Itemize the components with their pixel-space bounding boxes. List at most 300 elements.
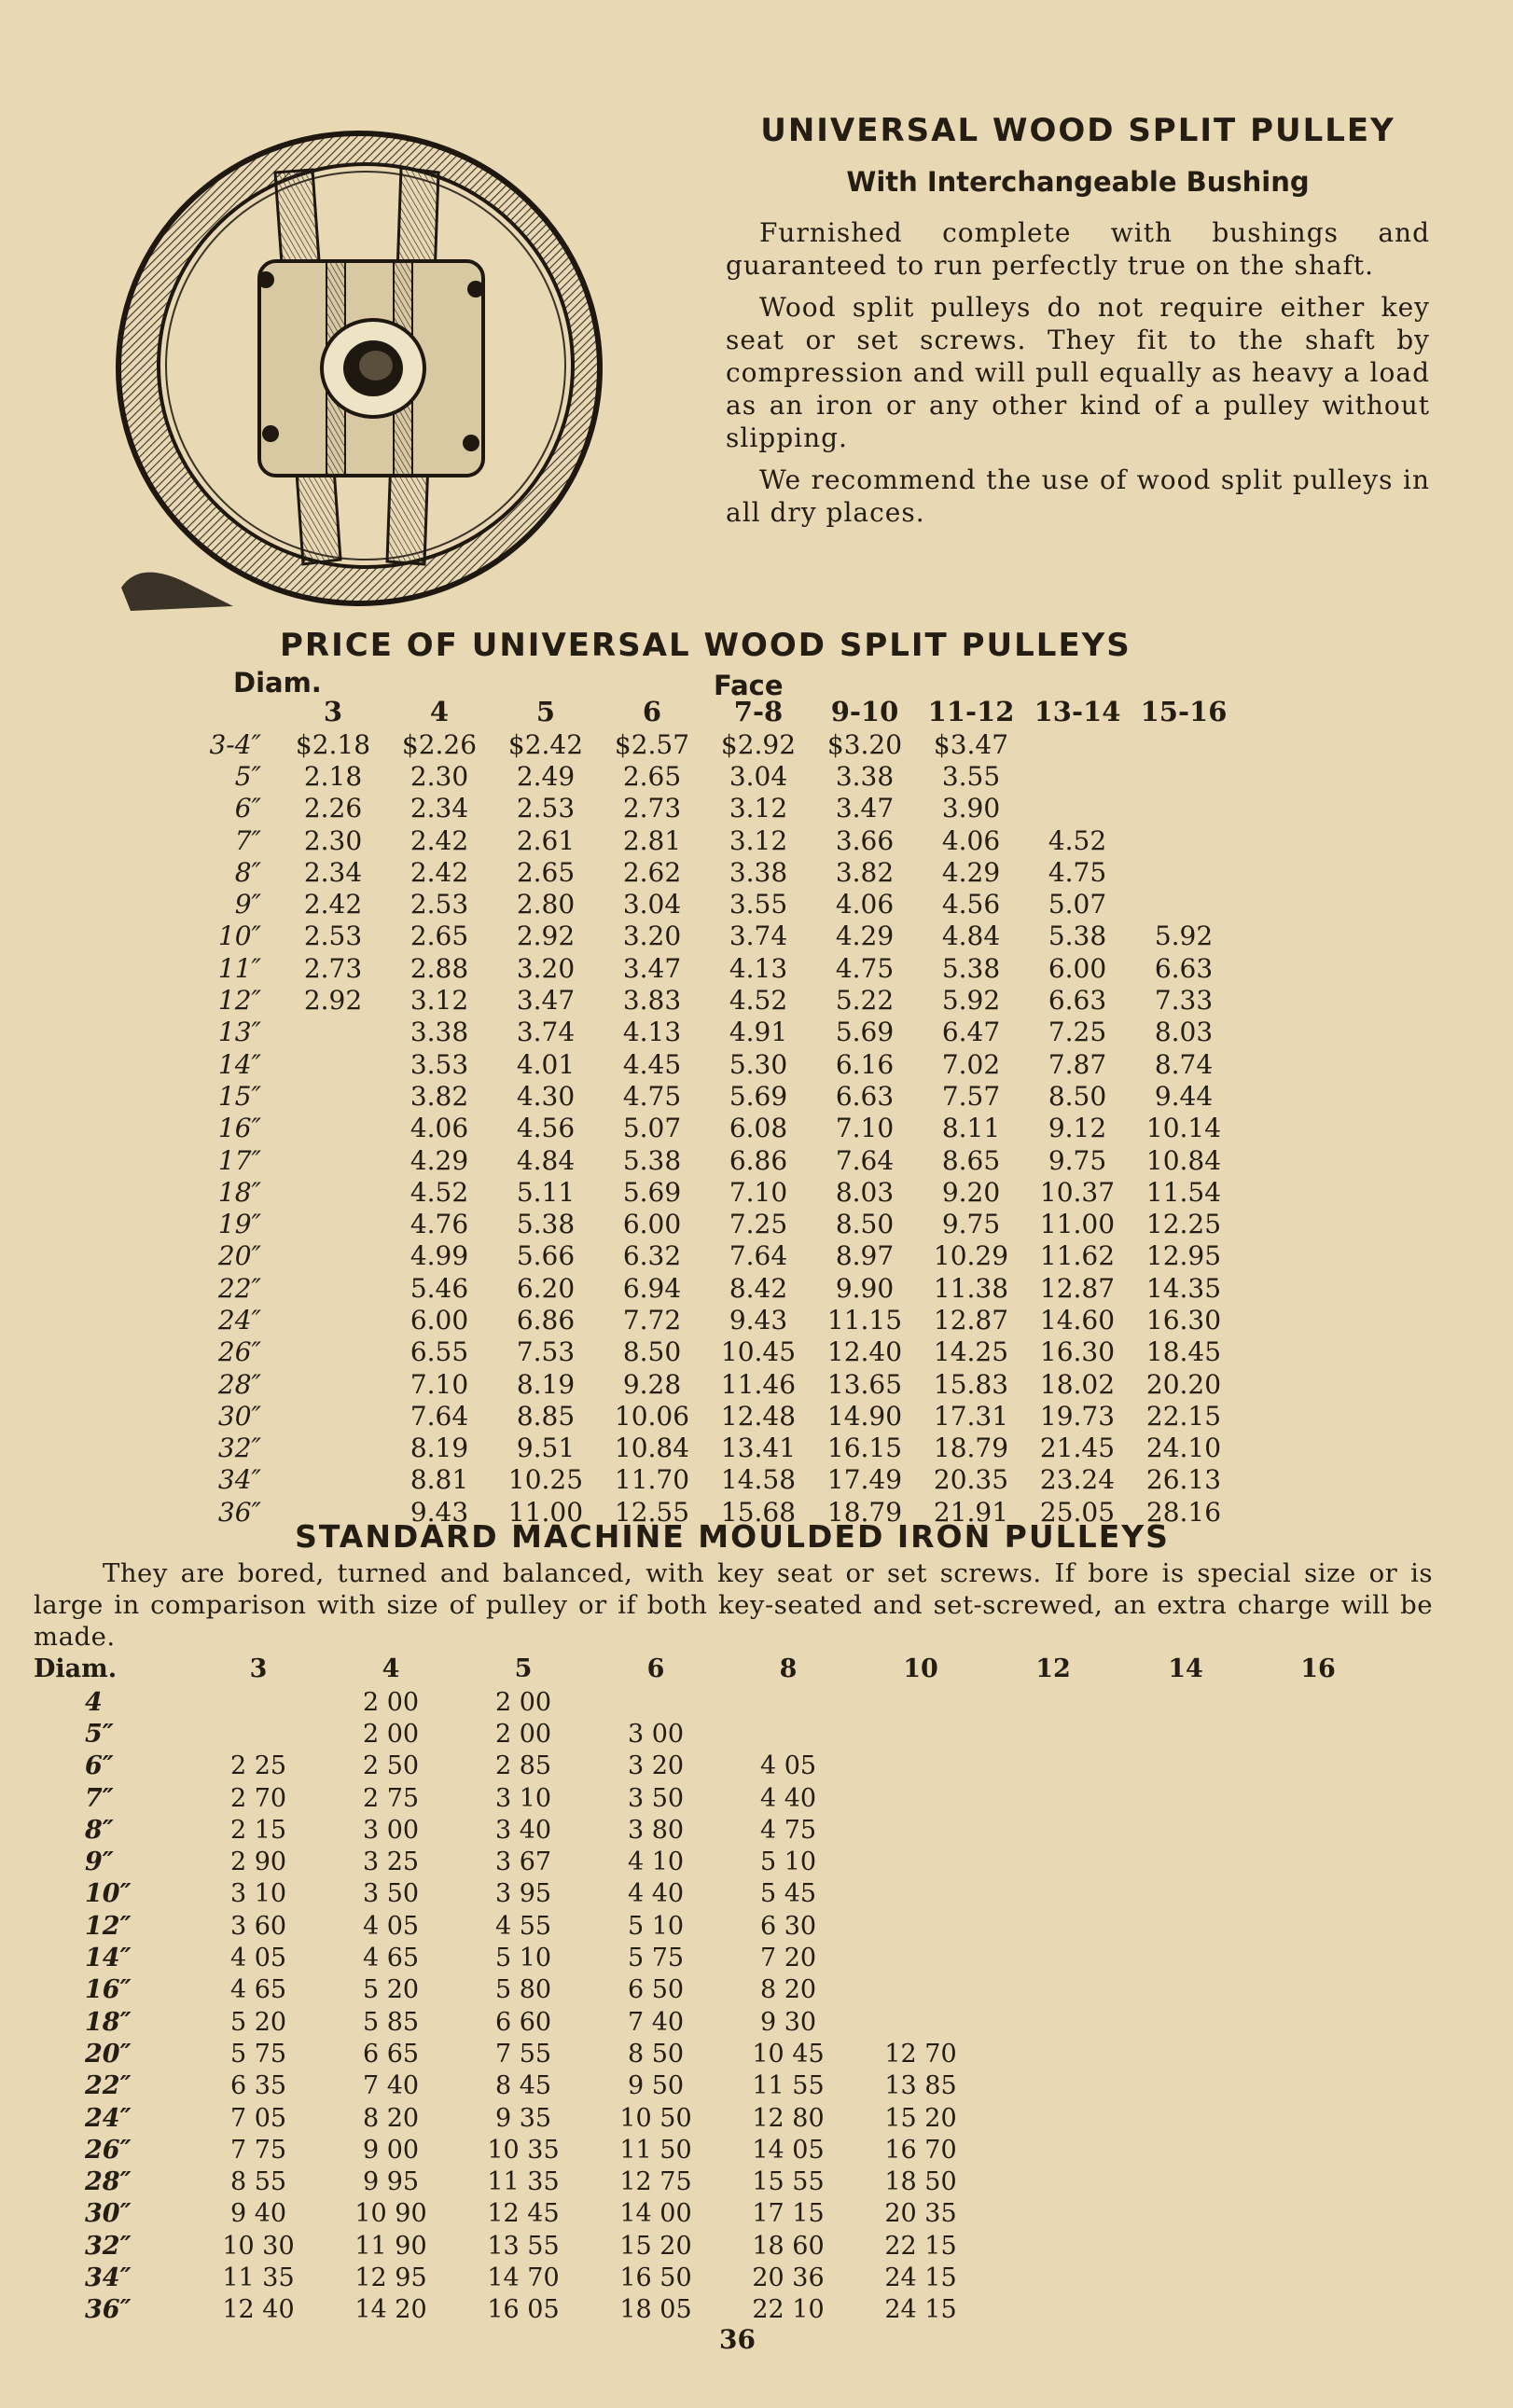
price-cell: 4.56 [516, 1113, 576, 1144]
price-cell: 4.13 [622, 1017, 682, 1048]
price-cell [1252, 1878, 1384, 1910]
price-cell: 4 10 [627, 1848, 685, 1877]
price-cell: 8.50 [835, 1209, 895, 1240]
column-header-face: 12 [1035, 1654, 1071, 1683]
price-cell: 17.31 [933, 1400, 1009, 1432]
price-cell: 7 55 [494, 2039, 552, 2069]
price-cell: 7.25 [1048, 1017, 1107, 1048]
price-cell: 7.25 [729, 1209, 788, 1240]
price-cell [987, 1782, 1119, 1814]
price-cell: 18.45 [1145, 1336, 1222, 1368]
price-cell: 9.90 [835, 1272, 895, 1304]
iron-pulley-price-table [34, 1651, 1384, 2326]
price-cell: 4.91 [729, 1017, 788, 1048]
price-cell: 14 00 [619, 2199, 692, 2229]
price-cell: 24 15 [884, 2263, 957, 2292]
column-header-face: 5 [535, 696, 556, 727]
diameter-cell: 32″ [217, 1432, 261, 1464]
table-row [34, 1974, 1384, 2006]
table-row [163, 1017, 1237, 1048]
price-cell: 2 25 [229, 1751, 287, 1781]
article-title: UNIVERSAL WOOD SPLIT PULLEY [760, 112, 1395, 149]
price-cell: 28.16 [1145, 1496, 1222, 1528]
price-cell: 11.15 [826, 1304, 903, 1335]
price-cell [1024, 728, 1131, 760]
price-cell: 2 00 [362, 1719, 420, 1749]
price-cell: 6.86 [516, 1304, 576, 1335]
table-row [34, 1686, 1384, 1718]
price-cell: 7.64 [409, 1400, 469, 1432]
price-cell [1119, 2070, 1252, 2102]
table-row [34, 2134, 1384, 2166]
price-cell: $2.42 [507, 728, 584, 760]
diameter-cell: 3-4″ [209, 728, 261, 760]
price-cell: 5.38 [941, 952, 1001, 984]
price-cell: 2 90 [229, 1848, 287, 1877]
table-row [163, 1113, 1237, 1144]
price-cell: 10 30 [222, 2231, 295, 2261]
price-cell: 18 60 [752, 2231, 825, 2261]
diameter-cell: 17″ [217, 1144, 261, 1176]
price-cell: 7.33 [1154, 985, 1214, 1017]
price-cell: 8.03 [835, 1176, 895, 1208]
diameter-cell: 32″ [85, 2231, 132, 2261]
price-cell [854, 1942, 987, 1973]
table-row [163, 728, 1237, 760]
price-cell: 8.85 [516, 1400, 576, 1432]
diameter-cell: 6″ [85, 1751, 114, 1781]
price-cell: 6.86 [729, 1144, 788, 1176]
price-cell: 15.68 [720, 1496, 797, 1528]
price-cell: 8 20 [759, 1975, 817, 2005]
price-cell: 3 60 [229, 1911, 287, 1941]
price-cell [722, 1718, 854, 1750]
price-cell: 8.74 [1154, 1048, 1214, 1080]
price-cell [1252, 1686, 1384, 1718]
price-cell: 6.63 [835, 1080, 895, 1112]
column-header-face: 5 [514, 1654, 533, 1683]
price-cell: 2.65 [516, 856, 576, 888]
price-cell: 25.05 [1039, 1496, 1116, 1528]
column-header-face: 16 [1300, 1654, 1336, 1683]
price-cell: 3 50 [362, 1879, 420, 1909]
price-cell: 4.29 [941, 856, 1001, 888]
diameter-cell: 30″ [85, 2199, 132, 2229]
price-cell [854, 1782, 987, 1814]
price-cell: 6.32 [622, 1240, 682, 1272]
price-cell: 2 00 [494, 1719, 552, 1749]
column-header-face: 7-8 [733, 696, 784, 727]
table-row [163, 760, 1237, 792]
price-cell: 9 95 [362, 2167, 420, 2197]
price-cell: 3.83 [622, 985, 682, 1017]
price-cell: 2.42 [409, 856, 469, 888]
article-subtitle: With Interchangeable Bushing [846, 166, 1310, 198]
price-cell: 5.11 [516, 1176, 576, 1208]
table-row [163, 1048, 1237, 1080]
price-cell [1119, 1814, 1252, 1846]
price-cell: 2 00 [494, 1687, 552, 1717]
price-cell: 14.25 [933, 1336, 1009, 1368]
price-cell: 21.45 [1039, 1432, 1116, 1464]
price-cell: 3.38 [409, 1017, 469, 1048]
price-cell: 6.08 [729, 1113, 788, 1144]
diameter-cell: 24″ [217, 1304, 261, 1335]
price-cell [1119, 1878, 1252, 1910]
price-cell: 18.79 [826, 1496, 903, 1528]
table-row [163, 1464, 1237, 1496]
diameter-cell: 36″ [85, 2295, 132, 2325]
price-cell: 5 20 [362, 1975, 420, 2005]
price-cell: 10.29 [933, 1240, 1009, 1272]
price-cell [280, 1400, 386, 1432]
price-cell [1119, 1942, 1252, 1973]
iron-pulley-table-title: STANDARD MACHINE MOULDED IRON PULLEYS [295, 1518, 1170, 1555]
price-cell: 18 05 [619, 2295, 692, 2325]
price-cell: 6 35 [229, 2071, 287, 2101]
price-cell: 7.10 [729, 1176, 788, 1208]
price-cell [1131, 793, 1237, 824]
price-cell [987, 1814, 1119, 1846]
price-cell: 12 80 [752, 2103, 825, 2133]
price-cell: 9 40 [229, 2199, 287, 2229]
price-cell: 15 20 [884, 2103, 957, 2133]
price-cell [1252, 2230, 1384, 2262]
price-cell: 16.30 [1145, 1304, 1222, 1335]
product-description [726, 112, 1430, 538]
price-cell [1252, 1942, 1384, 1973]
diameter-cell: 26″ [217, 1336, 261, 1368]
price-cell [1252, 2262, 1384, 2293]
price-cell: 10 90 [354, 2199, 427, 2229]
price-cell: 14.60 [1039, 1304, 1116, 1335]
price-cell [987, 2198, 1119, 2230]
price-cell: 7.64 [729, 1240, 788, 1272]
table-row [163, 824, 1237, 856]
table-row [34, 1846, 1384, 1877]
price-cell [1119, 1910, 1252, 1942]
price-cell [1252, 1910, 1384, 1942]
price-cell: 2.81 [622, 824, 682, 856]
price-cell: 3.55 [941, 760, 1001, 792]
price-cell: 4 05 [229, 1944, 287, 1973]
price-cell [987, 2166, 1119, 2197]
price-cell: 8.11 [941, 1113, 1001, 1144]
price-cell: 18 50 [884, 2167, 957, 2197]
price-cell [1252, 1846, 1384, 1877]
price-cell: 2 75 [362, 1783, 420, 1813]
price-cell: 5.38 [516, 1209, 576, 1240]
price-cell [987, 1751, 1119, 1782]
price-cell: 4.06 [941, 824, 1001, 856]
price-cell: 4.06 [835, 889, 895, 920]
price-cell: 7.64 [835, 1144, 895, 1176]
price-cell: 5 45 [759, 1879, 817, 1909]
price-cell [854, 1846, 987, 1877]
diameter-cell: 18″ [85, 2007, 132, 2037]
price-cell [987, 2070, 1119, 2102]
price-cell [280, 1176, 386, 1208]
column-header-face: 10 [903, 1654, 938, 1683]
price-cell [1024, 760, 1131, 792]
price-cell [280, 1336, 386, 1368]
price-cell [987, 2102, 1119, 2134]
diameter-cell: 22″ [217, 1272, 261, 1304]
price-cell: 4 55 [494, 1911, 552, 1941]
price-cell: 10.25 [507, 1464, 584, 1496]
price-cell: 15 20 [619, 2231, 692, 2261]
price-cell: 19.73 [1039, 1400, 1116, 1432]
price-cell: 3.66 [835, 824, 895, 856]
price-cell [1119, 1974, 1252, 2006]
price-cell: 7.57 [941, 1080, 1001, 1112]
price-cell: 8.97 [835, 1240, 895, 1272]
column-header-diam: Diam. [34, 1654, 118, 1683]
table-row [163, 793, 1237, 824]
price-cell: 9.75 [1048, 1144, 1107, 1176]
column-header-face: 3 [323, 696, 343, 727]
price-cell: 10.14 [1145, 1113, 1222, 1144]
price-cell: 9.43 [729, 1304, 788, 1335]
diameter-cell: 14″ [85, 1944, 132, 1973]
price-cell [987, 1718, 1119, 1750]
price-cell: 13 85 [884, 2071, 957, 2101]
price-cell: 3.47 [622, 952, 682, 984]
paragraph: Furnished complete with bushings and guaranteed to run perfectly true on the shaft. [726, 217, 1430, 281]
price-cell [987, 2038, 1119, 2069]
price-cell: 10.84 [1145, 1144, 1222, 1176]
price-cell [280, 1368, 386, 1400]
price-cell: 26.13 [1145, 1464, 1222, 1496]
price-cell: 9.44 [1154, 1080, 1214, 1112]
price-cell: 18.79 [933, 1432, 1009, 1464]
column-header-face: 15-16 [1140, 696, 1228, 727]
price-cell: 5.69 [835, 1017, 895, 1048]
price-cell: 3 50 [627, 1783, 685, 1813]
price-cell: 2 85 [494, 1751, 552, 1781]
price-cell: 14 05 [752, 2135, 825, 2165]
price-cell [192, 1718, 325, 1750]
column-header-face: 8 [779, 1654, 798, 1683]
diameter-cell: 8″ [234, 856, 261, 888]
price-cell: 9 30 [759, 2007, 817, 2037]
face-label: Face [714, 670, 784, 701]
price-cell [280, 1464, 386, 1496]
price-cell: 20.35 [933, 1464, 1009, 1496]
price-cell: 2.42 [303, 889, 363, 920]
price-cell [1119, 2038, 1252, 2069]
price-cell [987, 1878, 1119, 1910]
price-cell: 6.47 [941, 1017, 1001, 1048]
price-cell: 3.12 [729, 824, 788, 856]
price-cell: 4.84 [516, 1144, 576, 1176]
column-header-face: 13-14 [1034, 696, 1121, 727]
price-cell: 2.53 [516, 793, 576, 824]
price-cell: 4 05 [759, 1751, 817, 1781]
price-cell: 4.84 [941, 920, 1001, 952]
diameter-cell: 24″ [85, 2103, 132, 2133]
price-cell: 5.07 [1048, 889, 1107, 920]
diameter-cell: 6″ [234, 793, 261, 824]
price-cell [1119, 2134, 1252, 2166]
price-cell: 8.50 [1048, 1080, 1107, 1112]
price-cell: 4.52 [729, 985, 788, 1017]
price-cell: 7.02 [941, 1048, 1001, 1080]
table-row [163, 1176, 1237, 1208]
price-cell: 5 85 [362, 2007, 420, 2037]
price-cell: 3.12 [729, 793, 788, 824]
price-cell: 12 95 [354, 2263, 427, 2292]
diameter-cell: 20″ [217, 1240, 261, 1272]
price-cell [987, 2294, 1119, 2326]
price-cell: 11.54 [1145, 1176, 1222, 1208]
table-row [34, 2262, 1384, 2293]
price-cell: 6.63 [1048, 985, 1107, 1017]
table-row [34, 1718, 1384, 1750]
price-cell: 5.69 [622, 1176, 682, 1208]
price-cell: 2.26 [303, 793, 363, 824]
column-header-face: 6 [646, 1654, 665, 1683]
table-row [34, 2198, 1384, 2230]
diameter-cell: 26″ [85, 2135, 132, 2165]
price-cell [854, 1814, 987, 1846]
diameter-cell: 10″ [85, 1879, 132, 1909]
price-cell [987, 1942, 1119, 1973]
table-body [163, 728, 1237, 1528]
price-cell: 10 35 [487, 2135, 560, 2165]
price-cell [987, 2006, 1119, 2038]
price-cell: 2 15 [229, 1815, 287, 1845]
price-cell: 17 15 [752, 2199, 825, 2229]
price-cell: 10.37 [1039, 1176, 1116, 1208]
price-cell [1119, 2102, 1252, 2134]
price-cell: 11.00 [507, 1496, 584, 1528]
price-cell: 3.04 [729, 760, 788, 792]
diameter-cell: 16″ [85, 1975, 132, 2005]
price-cell: 4.75 [1048, 856, 1107, 888]
price-cell: 12.48 [720, 1400, 797, 1432]
price-cell: 7.72 [622, 1304, 682, 1335]
price-cell: 13.65 [826, 1368, 903, 1400]
price-cell: 2.53 [409, 889, 469, 920]
price-cell: 8 20 [362, 2103, 420, 2133]
price-cell: 7 40 [627, 2007, 685, 2037]
price-cell: 2 00 [362, 1687, 420, 1717]
price-cell: 3.74 [729, 920, 788, 952]
price-cell: 7 75 [229, 2135, 287, 2165]
price-cell [854, 1718, 987, 1750]
price-cell: 5.07 [622, 1113, 682, 1144]
table-row [163, 856, 1237, 888]
price-cell [854, 1751, 987, 1782]
price-cell: 3.55 [729, 889, 788, 920]
price-cell: 12.40 [826, 1336, 903, 1368]
price-cell: 8.65 [941, 1144, 1001, 1176]
table-row [163, 952, 1237, 984]
table-row [163, 1144, 1237, 1176]
price-cell: 3.38 [729, 856, 788, 888]
price-cell: 2.53 [303, 920, 363, 952]
column-header-face: 6 [642, 696, 662, 727]
price-cell: 7 05 [229, 2103, 287, 2133]
price-cell [854, 2006, 987, 2038]
price-cell: 3.20 [516, 952, 576, 984]
price-cell [280, 1208, 386, 1239]
price-cell: 12.87 [1039, 1272, 1116, 1304]
price-cell: 11.38 [933, 1272, 1009, 1304]
price-cell: 4.06 [409, 1113, 469, 1144]
price-cell: 4.30 [516, 1080, 576, 1112]
paragraph: We recommend the use of wood split pulleys in all dry places. [726, 464, 1430, 528]
table-row [34, 2102, 1384, 2134]
price-cell: 9.12 [1048, 1113, 1107, 1144]
price-cell: 2.88 [409, 952, 469, 984]
price-cell: 4 40 [759, 1783, 817, 1813]
price-cell: 2 50 [362, 1751, 420, 1781]
table-row [34, 2038, 1384, 2069]
price-cell: 14 70 [487, 2263, 560, 2292]
table-row [163, 1400, 1237, 1432]
price-cell: 22.15 [1145, 1400, 1222, 1432]
price-cell [987, 2134, 1119, 2166]
price-cell: 2.65 [622, 760, 682, 792]
diameter-cell: 12″ [217, 985, 261, 1017]
price-cell: $2.92 [720, 728, 797, 760]
price-cell: 3 20 [627, 1751, 685, 1781]
price-cell: 4.45 [622, 1048, 682, 1080]
price-cell [280, 1272, 386, 1304]
table-row [163, 1336, 1237, 1368]
diameter-cell: 15″ [217, 1080, 261, 1112]
price-cell [1252, 2038, 1384, 2069]
price-cell: $2.57 [614, 728, 690, 760]
diameter-cell: 12″ [85, 1911, 132, 1941]
price-cell [280, 1144, 386, 1176]
price-cell: 5.22 [835, 985, 895, 1017]
price-cell: 3.38 [835, 760, 895, 792]
price-cell: 5.46 [409, 1272, 469, 1304]
price-cell [854, 1686, 987, 1718]
price-cell: 11.46 [720, 1368, 797, 1400]
price-cell: 4.75 [622, 1080, 682, 1112]
price-cell [1119, 1686, 1252, 1718]
price-cell [280, 1048, 386, 1080]
price-cell [1119, 2294, 1252, 2326]
price-cell: 21.91 [933, 1496, 1009, 1528]
price-cell: 8.81 [409, 1464, 469, 1496]
price-cell: 5.38 [622, 1144, 682, 1176]
diameter-cell: 5″ [234, 760, 261, 792]
price-cell: 3.82 [835, 856, 895, 888]
price-cell: 8 45 [494, 2071, 552, 2101]
price-cell: 4.13 [729, 952, 788, 984]
price-cell: 6.55 [409, 1336, 469, 1368]
diameter-cell: 36″ [217, 1496, 261, 1528]
table-row [34, 2230, 1384, 2262]
price-cell: 3.04 [622, 889, 682, 920]
price-cell: 12 70 [884, 2039, 957, 2069]
price-cell: 4.52 [1048, 824, 1107, 856]
price-cell: 24 15 [884, 2295, 957, 2325]
diameter-cell: 7″ [234, 824, 261, 856]
price-cell: 16 50 [619, 2263, 692, 2292]
price-cell: 3 00 [627, 1719, 685, 1749]
price-cell: 11.62 [1039, 1240, 1116, 1272]
price-cell [987, 2262, 1119, 2293]
price-cell [280, 1080, 386, 1112]
table-row [163, 1080, 1237, 1112]
price-cell: 13 55 [487, 2231, 560, 2261]
